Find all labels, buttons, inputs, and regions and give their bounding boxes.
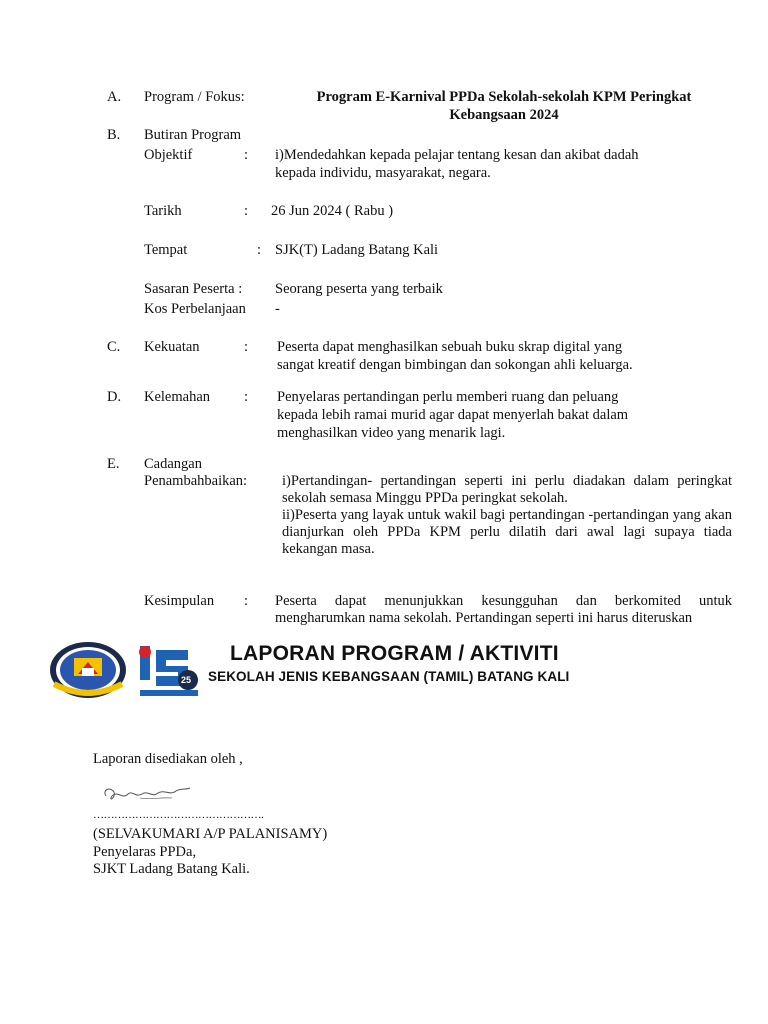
cadangan-label-line1: Cadangan xyxy=(144,456,202,472)
section-e-letter: E. xyxy=(107,456,120,472)
cadangan-label xyxy=(144,456,247,490)
section-a-label: Program / Fokus: xyxy=(144,89,245,105)
signature-dots: …………………………………………. xyxy=(93,809,264,821)
program-title xyxy=(292,89,716,124)
section-a-letter: A. xyxy=(107,89,122,105)
program-title-line1: Program E-Karnival PPDa Sekolah-sekolah KPM Peringkat xyxy=(316,89,692,105)
kesimpulan-colon: : xyxy=(244,593,249,609)
tarikh-value: 26 Jun 2024 ( Rabu ) xyxy=(271,203,394,219)
tarikh-label: Tarikh xyxy=(144,203,182,219)
sasaran-value: Seorang peserta yang terbaik xyxy=(275,281,443,297)
cadangan-label-line2: Penambahbaikan: xyxy=(144,473,248,489)
signature-icon xyxy=(100,782,200,808)
school-crest-icon xyxy=(48,640,128,700)
kelemahan-colon: : xyxy=(244,389,249,405)
section-b-letter: B. xyxy=(107,127,121,143)
kos-value: - xyxy=(275,301,280,317)
kelemahan-line3: menghasilkan video yang menarik lagi. xyxy=(277,425,506,441)
kesimpulan-text: Peserta dapat menunjukkan kesungguhan dan berkomited untuk mengharumkan nama sekolah. Pertandingan seperti ini harus diteruskan xyxy=(275,593,732,626)
banner-title: LAPORAN PROGRAM / AKTIVITI xyxy=(230,642,559,665)
tempat-label: Tempat xyxy=(144,242,188,258)
kelemahan-line2: kepada lebih ramai murid agar dapat menyerlah bakat dalam xyxy=(277,407,629,423)
signer-name: (SELVAKUMARI A/P PALANISAMY) xyxy=(93,826,328,842)
kelemahan-label: Kelemahan xyxy=(144,389,211,405)
program-title-line2: Kebangsaan 2024 xyxy=(449,107,559,123)
tarikh-colon: : xyxy=(244,203,249,219)
cadangan-para2: ii)Peserta yang layak untuk wakil bagi pertandingan -pertandingan yang akan dianjurkan oleh PPDa KPM perlu dilatih dari awal lagi supaya tiada kekangan masa. xyxy=(282,507,732,557)
kekuatan-line1: Peserta dapat menghasilkan sebuah buku skrap digital yang xyxy=(277,339,623,355)
tempat-value: SJK(T) Ladang Batang Kali xyxy=(275,242,439,258)
school-crest-logo xyxy=(48,640,128,700)
prepared-by: Laporan disediakan oleh , xyxy=(93,751,243,767)
sasaran-label: Sasaran Peserta : xyxy=(144,281,243,297)
ppda-logo-icon xyxy=(136,640,202,700)
banner-subtitle: SEKOLAH JENIS KEBANGSAAN (TAMIL) BATANG KALI xyxy=(208,669,570,684)
cadangan-para1: i)Pertandingan- pertandingan seperti ini perlu diadakan dalam peringkat sekolah semasa Minggu PPDa peringkat sekolah. xyxy=(282,473,732,506)
kekuatan-text xyxy=(277,339,633,374)
objektif-colon: : xyxy=(244,147,249,163)
signer-school: SJKT Ladang Batang Kali. xyxy=(93,861,250,877)
objektif-line1: i)Mendedahkan kepada pelajar tentang kesan dan akibat dadah xyxy=(275,147,639,163)
objektif-value xyxy=(275,147,639,182)
kekuatan-colon: : xyxy=(244,339,249,355)
ppda-logo-number: 25 xyxy=(181,675,192,685)
kekuatan-line2: sangat kreatif dengan bimbingan dan sokongan ahli keluarga. xyxy=(277,357,633,373)
section-c-letter: C. xyxy=(107,339,121,355)
objektif-label: Objektif xyxy=(144,147,193,163)
section-b-label: Butiran Program xyxy=(144,127,242,143)
tempat-colon: : xyxy=(257,242,262,258)
kekuatan-label: Kekuatan xyxy=(144,339,200,355)
objektif-line2: kepada individu, masyarakat, negara. xyxy=(275,165,491,181)
signer-role: Penyelaras PPDa, xyxy=(93,844,197,860)
kelemahan-text xyxy=(277,389,628,442)
section-d-letter: D. xyxy=(107,389,122,405)
kos-label: Kos Perbelanjaan xyxy=(144,301,246,317)
kelemahan-line1: Penyelaras pertandingan perlu memberi ruang dan peluang xyxy=(277,389,619,405)
kesimpulan-label: Kesimpulan xyxy=(144,593,215,609)
ppda-logo xyxy=(136,640,202,700)
signature xyxy=(100,782,200,808)
